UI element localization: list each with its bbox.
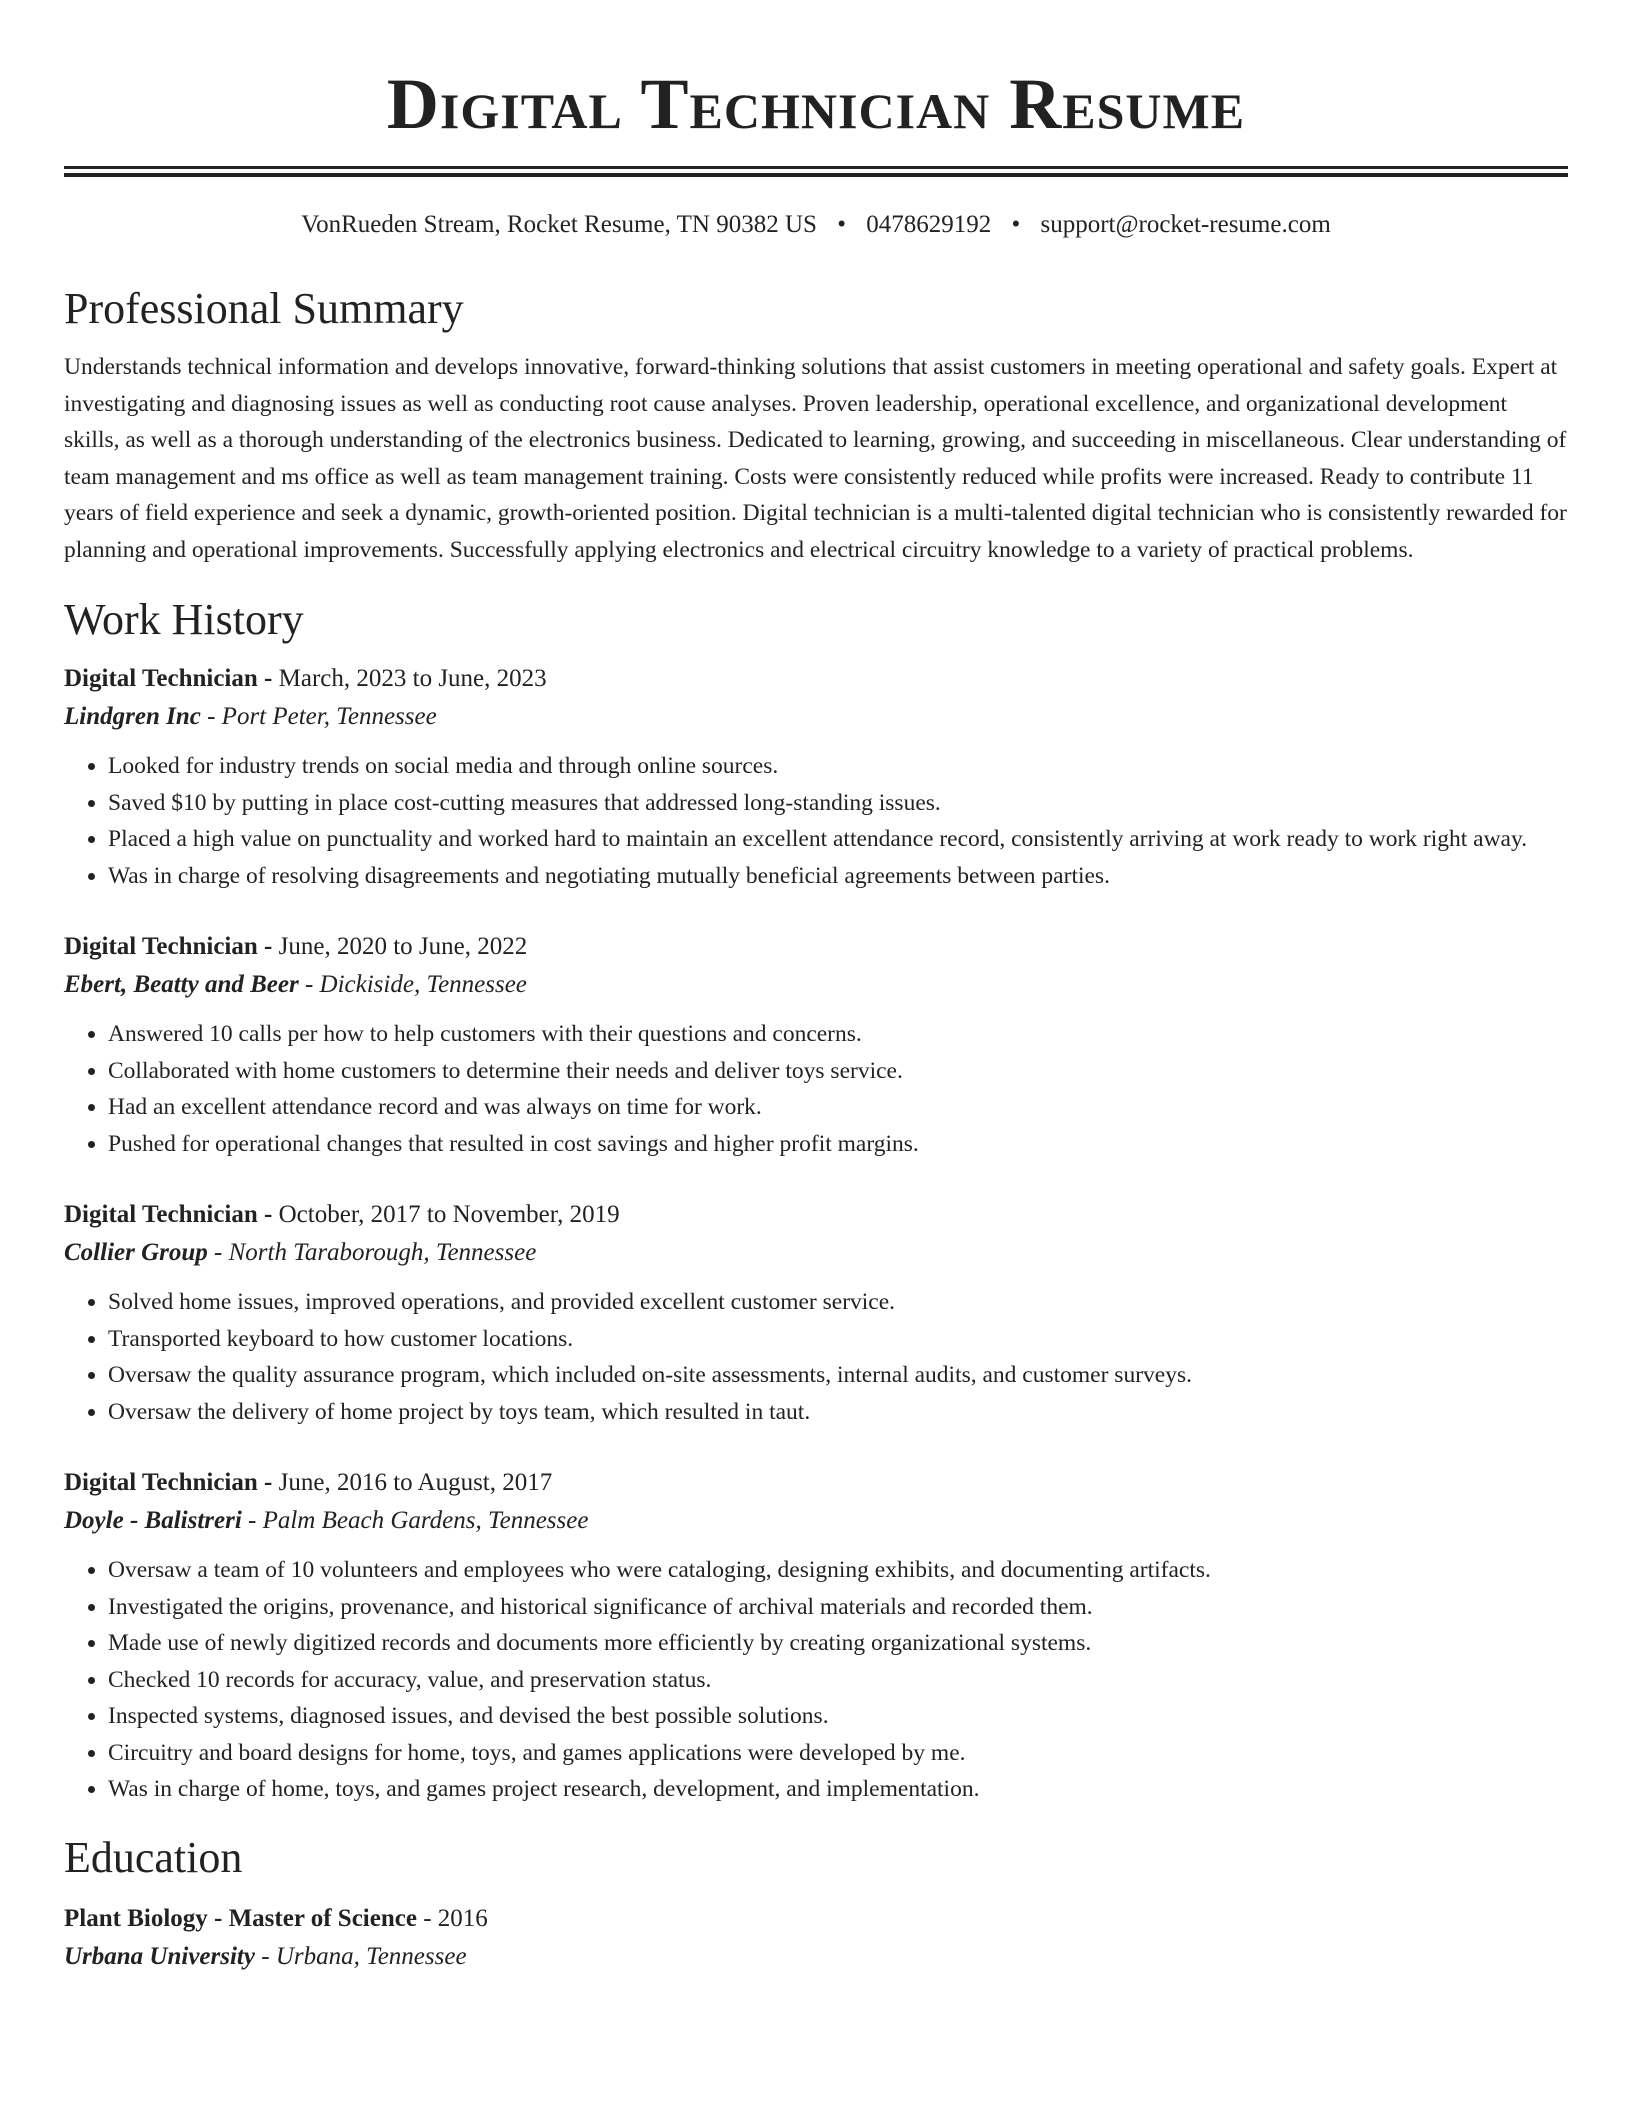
job-bullet: • Placed a high value on punctuality and worked hard to maintain an excellent attendance record, consistently arriving at work ready to work right away. — [108, 821, 1568, 858]
education-dash: - — [423, 1904, 432, 1932]
job-bullet: • Looked for industry trends on social media and through online sources. — [108, 748, 1568, 785]
education-school: Urbana University — [64, 1942, 255, 1970]
job-entry — [64, 928, 1568, 1162]
job-employer — [64, 698, 1568, 736]
job-bullets — [64, 1284, 1568, 1430]
job-company: Lindgren Inc — [64, 703, 201, 730]
education-dash: - — [261, 1942, 270, 1970]
job-dates: June, 2020 to June, 2022 — [278, 933, 528, 960]
job-header — [64, 1464, 1568, 1502]
job-dates: March, 2023 to June, 2023 — [278, 665, 547, 692]
job-bullet: • Had an excellent attendance record and was always on time for work. — [108, 1089, 1568, 1126]
job-header — [64, 660, 1568, 698]
summary-text: Understands technical information and develops innovative, forward-thinking solutions that assist customers in meeting operational and safety goals. Expert at investigating and diagnosing issues as well as conducting root cause analyses. Proven leadership, operational excellence, and organizational development skills, as well as a thorough understanding of the electronics business. Dedicated to learning, growing, and succeeding in miscellaneous. Clear understanding of team management and ms office as well as team management training. Costs were consistently reduced while profits were increased. Ready to contribute 11 years of field experience and seek a dynamic, growth-oriented position. Digital technician is a multi-talented digital technician who is consistently rewarded for planning and operational improvements. Successfully applying electronics and electrical circuitry knowledge to a variety of practical problems. — [64, 354, 1567, 563]
job-dates: October, 2017 to November, 2019 — [278, 1201, 620, 1228]
job-dash: - — [207, 703, 216, 730]
job-bullet: • Circuitry and board designs for home, toys, and games applications were developed by me. — [108, 1735, 1568, 1772]
contact-separator: • — [837, 211, 846, 238]
job-dates: June, 2016 to August, 2017 — [278, 1469, 553, 1496]
job-bullet: • Saved $10 by putting in place cost-cutting measures that addressed long-standing issues. — [108, 785, 1568, 822]
job-dash: - — [248, 1507, 257, 1534]
title-divider — [64, 166, 1568, 177]
job-bullet: • Oversaw the delivery of home project by toys team, which resulted in taut. — [108, 1394, 1568, 1431]
contact-email: support@rocket-resume.com — [1040, 211, 1331, 238]
job-bullet: • Pushed for operational changes that resulted in cost savings and higher profit margins. — [108, 1126, 1568, 1163]
job-bullet: • Oversaw a team of 10 volunteers and employees who were cataloging, designing exhibits, and documenting artifacts. — [108, 1552, 1568, 1589]
job-title: Digital Technician — [64, 1469, 258, 1496]
job-dash: - — [264, 665, 273, 692]
job-bullet: • Was in charge of home, toys, and games project research, development, and implementation. — [108, 1771, 1568, 1808]
education-header — [64, 1900, 1568, 1938]
education-degree: Plant Biology - Master of Science — [64, 1904, 417, 1932]
job-bullet: • Answered 10 calls per how to help customers with their questions and concerns. — [108, 1016, 1568, 1053]
job-location: North Taraborough, Tennessee — [228, 1239, 537, 1266]
job-bullet: • Made use of newly digitized records and documents more efficiently by creating organizational systems. — [108, 1625, 1568, 1662]
job-bullet: • Collaborated with home customers to determine their needs and deliver toys service. — [108, 1053, 1568, 1090]
job-company: Doyle - Balistreri — [64, 1507, 242, 1534]
job-dash: - — [264, 1469, 273, 1496]
job-bullet: • Investigated the origins, provenance, and historical significance of archival materials and recorded them. — [108, 1589, 1568, 1626]
job-header — [64, 928, 1568, 966]
work-history-heading: Work History — [64, 595, 304, 644]
job-entry — [64, 660, 1568, 894]
job-bullet: • Checked 10 records for accuracy, value, and preservation status. — [108, 1662, 1568, 1699]
contact-phone: 0478629192 — [866, 211, 992, 238]
job-dash: - — [304, 971, 314, 998]
job-bullet: • Oversaw the quality assurance program, which included on-site assessments, internal audits, and customer surveys. — [108, 1357, 1568, 1394]
job-title: Digital Technician — [64, 933, 258, 960]
education-entry — [64, 1900, 1568, 1976]
summary-heading: Professional Summary — [64, 284, 464, 333]
contact-separator: • — [1011, 211, 1021, 238]
education-year: 2016 — [437, 1904, 488, 1932]
job-dash: - — [264, 1201, 273, 1228]
education-heading: Education — [64, 1832, 243, 1882]
contact-line — [64, 209, 1568, 241]
job-bullet: • Inspected systems, diagnosed issues, and devised the best possible solutions. — [108, 1698, 1568, 1735]
job-bullets — [64, 1552, 1568, 1808]
job-title: Digital Technician — [64, 665, 258, 692]
job-title: Digital Technician — [64, 1201, 258, 1228]
job-header — [64, 1196, 1568, 1234]
job-entry — [64, 1464, 1568, 1808]
job-location: Port Peter, Tennessee — [221, 703, 437, 730]
job-location: Palm Beach Gardens, Tennessee — [262, 1507, 589, 1534]
education-location: Urbana, Tennessee — [275, 1942, 467, 1970]
job-employer — [64, 1234, 1568, 1272]
job-dash: - — [264, 933, 273, 960]
job-location: Dickiside, Tennessee — [319, 971, 527, 998]
contact-address: VonRueden Stream, Rocket Resume, TN 90382 US — [301, 211, 817, 238]
job-bullets — [64, 748, 1568, 894]
job-bullet: • Solved home issues, improved operations, and provided excellent customer service. — [108, 1284, 1568, 1321]
job-bullet: • Was in charge of resolving disagreements and negotiating mutually beneficial agreements between parties. — [108, 858, 1568, 895]
job-employer — [64, 966, 1568, 1004]
job-company: Ebert, Beatty and Beer — [64, 971, 299, 998]
job-company: Collier Group — [64, 1239, 208, 1266]
page-title: Digital Technician Resume — [386, 64, 1246, 144]
job-bullet: • Transported keyboard to how customer locations. — [108, 1321, 1568, 1358]
job-dash: - — [214, 1239, 223, 1266]
job-employer — [64, 1502, 1568, 1540]
job-entry — [64, 1196, 1568, 1430]
job-bullets — [64, 1016, 1568, 1162]
education-school-line — [64, 1938, 1568, 1976]
